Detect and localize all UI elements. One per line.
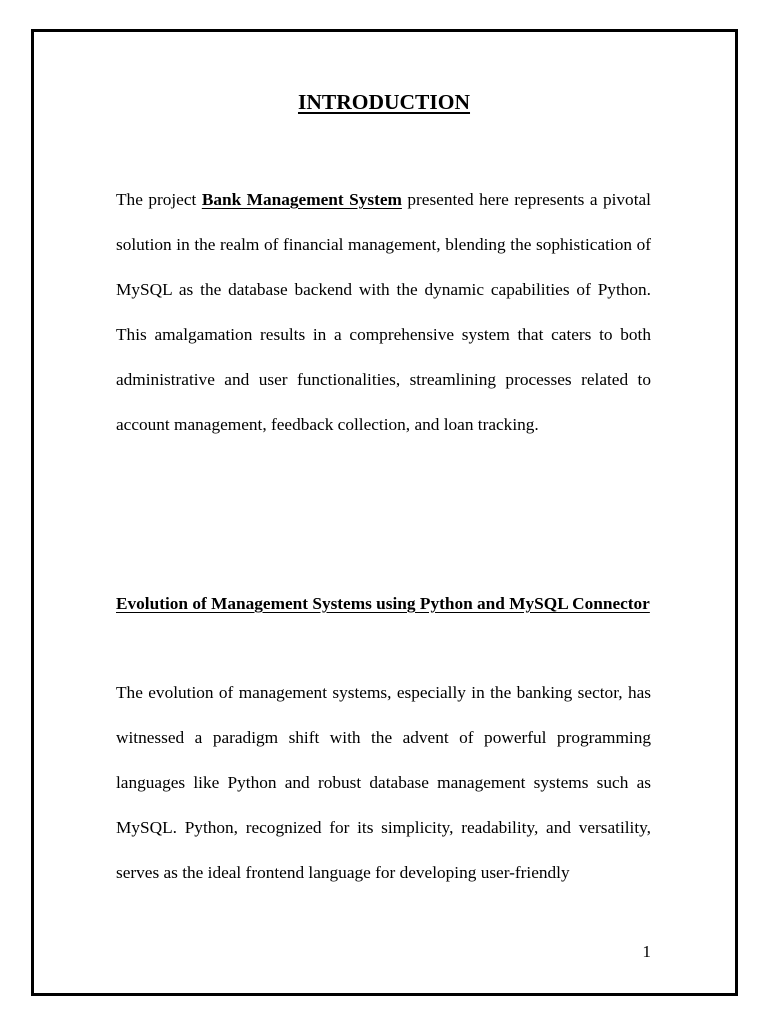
page-title: INTRODUCTION [297, 90, 471, 114]
intro-suffix: presented here represents a pivotal solution in the realm of financial management, blending the sophistication of MySQL as the database backend with the dynamic capabilities of Python. This amalgamation results in a comprehensive system that caters to both administrative and user functionalities, streamlining processes related to account management, feedback collection, and loan tracking. [116, 190, 651, 434]
evolution-paragraph: The evolution of management systems, especially in the banking sector, has witnessed a paradigm shift with the advent of powerful programming languages like Python and robust database management systems such as MySQL. Python, recognized for its simplicity, readability, and versatility, serves as the ideal frontend language for developing user-friendly [116, 683, 651, 882]
project-name: Bank Management System [201, 190, 402, 209]
section-heading: Evolution of Management Systems using Python and MySQL Connector [116, 594, 650, 613]
intro-prefix: The project [116, 190, 202, 209]
intro-paragraph [116, 177, 651, 447]
page-number: 1 [642, 942, 651, 961]
